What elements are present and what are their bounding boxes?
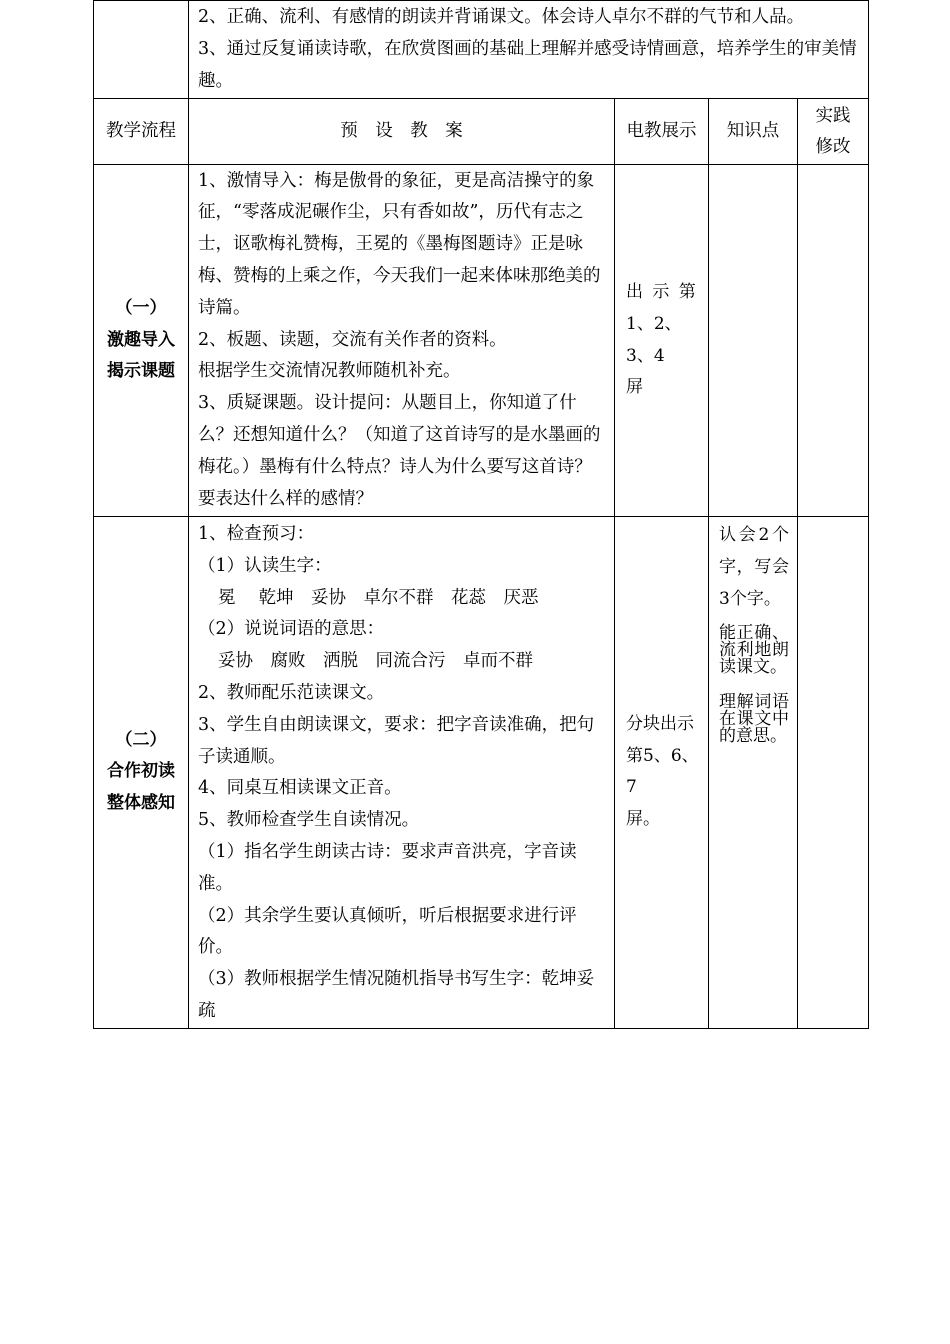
section2-plan-item: 4、同桌互相读课文正音。	[198, 778, 402, 799]
section1-stage-line2: 揭示课题	[107, 361, 175, 382]
header-practice-line2: 修改	[815, 136, 851, 157]
section1-row	[94, 165, 869, 517]
section1-plan-item: 1、激情导入：梅是傲骨的象征，更是高洁操守的象征，“零落成泥碾作尘，只有香如故”，历代有志之士，讴歌梅礼赞梅，王冕的《墨梅图题诗》正是咏梅、赞梅的上乘之作，今天我们一起来体味那绝美的诗篇。	[198, 170, 601, 318]
section2-practice	[798, 517, 869, 1029]
section2-knowledge	[709, 517, 798, 1029]
section2-stage-line1: 合作初读	[107, 761, 175, 782]
section2-plan-item: 3、学生自由朗读课文，要求：把字音读准确，把句子读通顺。	[198, 714, 595, 767]
section1-stage	[94, 165, 189, 517]
section1-plan-item: 2、板题、读题，交流有关作者的资料。	[198, 329, 507, 350]
section2-plan-item: （2）其余学生要认真倾听，听后根据要求进行评价。	[198, 905, 577, 958]
section2-plan-item: 冕 乾坤 妥协 卓尔不群 花蕊 厌恶	[218, 587, 539, 608]
section2-plan-item: （1）指名学生朗读古诗：要求声音洪亮，字音读准。	[198, 841, 577, 894]
section2-screen	[615, 517, 709, 1029]
objectives-empty-cell	[94, 1, 189, 99]
section2-stage-line2: 整体感知	[107, 793, 175, 814]
section2-plan	[189, 517, 615, 1029]
section2-stage-num: （二）	[115, 729, 167, 750]
objective-2: 2、正确、流利、有感情的朗读并背诵课文。体会诗人卓尔不群的气节和人品。	[198, 7, 805, 27]
objectives-row	[94, 1, 869, 99]
section1-stage-num: （一）	[115, 297, 167, 318]
section2-plan-item: （2）说说词语的意思：	[198, 619, 385, 640]
section2-plan-item: 1、检查预习：	[198, 524, 315, 544]
section2-screen-line2: 第5、6、7	[626, 745, 699, 798]
section1-plan	[189, 165, 615, 517]
knowledge-item-3: 理解词语在课文中的意思。	[719, 692, 789, 747]
header-row	[94, 99, 869, 165]
section1-practice	[798, 165, 869, 517]
section2-screen-line3: 屏。	[626, 809, 660, 830]
section1-screen-line3: 屏	[626, 377, 643, 398]
header-practice-line1: 实践	[815, 105, 851, 126]
objective-3: 3、通过反复诵读诗歌，在欣赏图画的基础上理解并感受诗情画意，培养学生的审美情趣。	[198, 39, 857, 91]
section1-stage-line1: 激趣导入	[107, 329, 175, 350]
header-practice	[798, 99, 869, 165]
section2-plan-item: 妥协 腐败 洒脱 同流合污 卓而不群	[218, 651, 533, 672]
knowledge-item-2: 能正确、流利地朗读课文。	[719, 623, 789, 678]
section2-screen-line1: 分块出示	[626, 713, 694, 734]
header-knowledge: 知识点	[709, 99, 798, 165]
header-screen: 电教展示	[615, 99, 709, 165]
section2-stage	[94, 517, 189, 1029]
section1-knowledge	[709, 165, 798, 517]
section2-plan-item: （3）教师根据学生情况随机指导书写生字：乾坤妥 疏	[198, 969, 612, 1021]
header-flow: 教学流程	[94, 99, 189, 165]
section1-plan-item: 3、质疑课题。设计提问：从题目上，你知道了什么？还想知道什么？（知道了这首诗写的是水墨画的梅花。）墨梅有什么特点？诗人为什么要写这首诗？要表达什么样的感情？	[198, 393, 601, 509]
section2-plan-item: 2、教师配乐范读课文。	[198, 682, 385, 703]
section1-screen-line2: 1、2、3、4	[626, 313, 682, 366]
section2-plan-item: 5、教师检查学生自读情况。	[198, 810, 420, 831]
objectives-cell	[189, 1, 869, 99]
section1-screen	[615, 165, 709, 517]
section2-plan-item: （1）认读生字：	[198, 555, 332, 576]
header-plan: 预 设 教 案	[189, 99, 615, 165]
section1-plan-item: 根据学生交流情况教师随机补充。	[198, 361, 461, 382]
section2-row	[94, 517, 869, 1029]
knowledge-item-1: 认会2个字，写会3个字。	[719, 525, 789, 609]
lesson-plan-table	[93, 0, 869, 1029]
section1-screen-line1: 出 示 第	[626, 281, 698, 302]
